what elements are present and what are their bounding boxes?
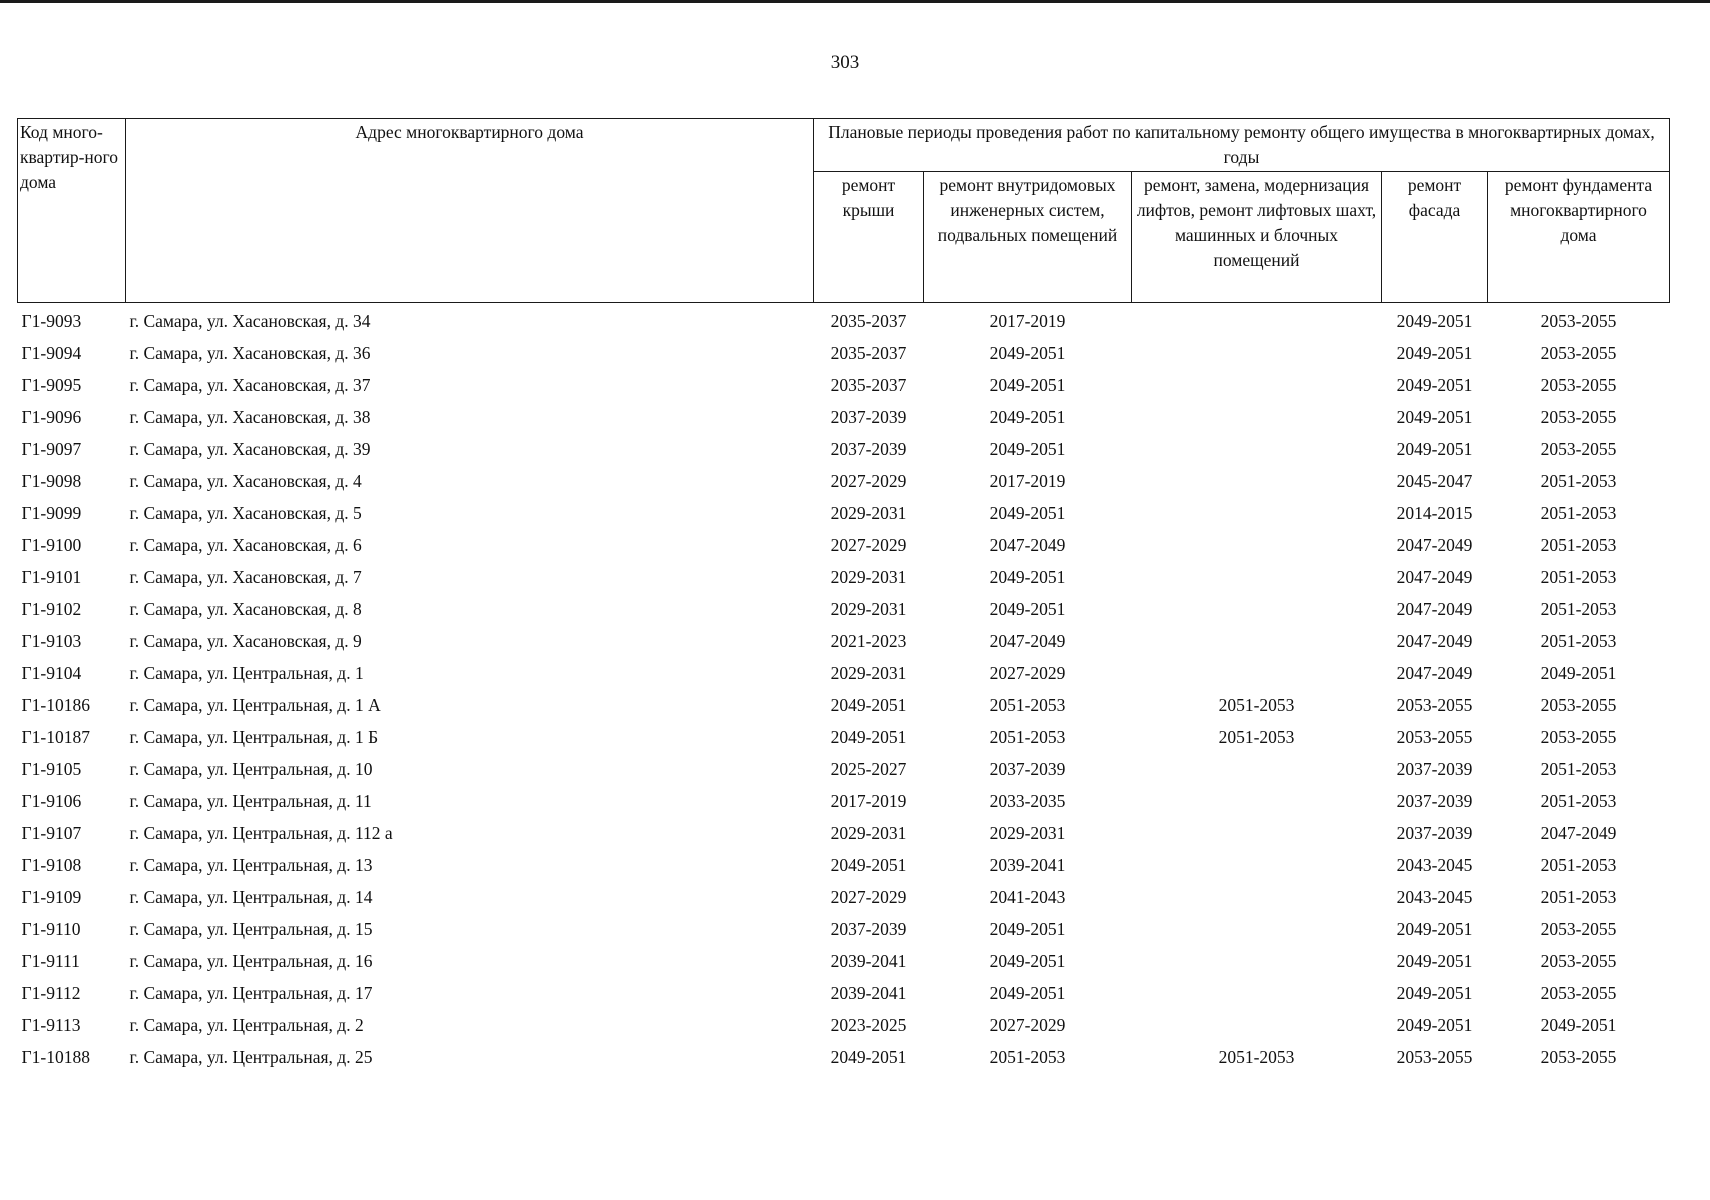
cell-roof: 2027-2029 — [830, 470, 907, 491]
cell-engineering: 2037-2039 — [989, 758, 1066, 779]
header-code: Код много-квартир-ного дома — [18, 119, 126, 303]
cell-foundation: 2051-2053 — [1540, 566, 1617, 587]
cell-address: г. Самара, ул. Центральная, д. 11 — [129, 790, 372, 811]
cell-address: г. Самара, ул. Центральная, д. 1 Б — [129, 726, 379, 747]
table-row — [18, 849, 1670, 881]
cell-address: г. Самара, ул. Хасановская, д. 6 — [129, 534, 362, 555]
repair-schedule-table — [17, 118, 1670, 1073]
cell-foundation: 2051-2053 — [1540, 598, 1617, 619]
cell-lifts — [1132, 401, 1382, 433]
cell-roof: 2027-2029 — [830, 534, 907, 555]
cell-roof: 2029-2031 — [830, 502, 907, 523]
cell-foundation: 2053-2055 — [1540, 342, 1617, 363]
cell-code: Г1-9096 — [21, 406, 82, 427]
cell-address: г. Самара, ул. Хасановская, д. 38 — [129, 406, 371, 427]
cell-engineering: 2029-2031 — [989, 822, 1066, 843]
cell-foundation: 2051-2053 — [1540, 534, 1617, 555]
cell-engineering: 2047-2049 — [989, 534, 1066, 555]
table-row — [18, 913, 1670, 945]
header-foundation: ремонт фундамента многоквартирного дома — [1488, 172, 1670, 303]
header-lifts: ремонт, замена, модернизация лифтов, ремонт лифтовых шахт, машинных и блочных помещений — [1132, 172, 1382, 303]
table-row — [18, 657, 1670, 689]
cell-facade: 2043-2045 — [1396, 886, 1473, 907]
cell-lifts — [1132, 753, 1382, 785]
cell-roof: 2035-2037 — [830, 342, 907, 363]
cell-code: Г1-9098 — [21, 470, 82, 491]
cell-code: Г1-9101 — [21, 566, 82, 587]
cell-lifts — [1132, 337, 1382, 369]
cell-foundation: 2053-2055 — [1540, 1046, 1617, 1067]
cell-facade: 2049-2051 — [1396, 438, 1473, 459]
cell-roof: 2049-2051 — [830, 854, 907, 875]
cell-lifts — [1132, 881, 1382, 913]
cell-lifts: 2051-2053 — [1218, 694, 1295, 715]
cell-engineering: 2047-2049 — [989, 630, 1066, 651]
table-row — [18, 1009, 1670, 1041]
cell-address: г. Самара, ул. Центральная, д. 1 — [129, 662, 364, 683]
table-header — [18, 119, 1670, 303]
cell-roof: 2023-2025 — [830, 1014, 907, 1035]
cell-foundation: 2053-2055 — [1540, 726, 1617, 747]
cell-foundation: 2053-2055 — [1540, 950, 1617, 971]
cell-code: Г1-10188 — [21, 1046, 90, 1067]
cell-facade: 2049-2051 — [1396, 374, 1473, 395]
cell-code: Г1-9109 — [21, 886, 82, 907]
cell-engineering: 2039-2041 — [989, 854, 1066, 875]
cell-code: Г1-9095 — [21, 374, 82, 395]
cell-address: г. Самара, ул. Хасановская, д. 8 — [129, 598, 362, 619]
cell-foundation: 2051-2053 — [1540, 854, 1617, 875]
cell-engineering: 2051-2053 — [989, 1046, 1066, 1067]
cell-roof: 2029-2031 — [830, 566, 907, 587]
cell-foundation: 2053-2055 — [1540, 438, 1617, 459]
cell-address: г. Самара, ул. Центральная, д. 2 — [129, 1014, 364, 1035]
cell-engineering: 2049-2051 — [989, 342, 1066, 363]
header-facade: ремонт фасада — [1382, 172, 1488, 303]
cell-foundation: 2053-2055 — [1540, 694, 1617, 715]
cell-roof: 2039-2041 — [830, 982, 907, 1003]
cell-address: г. Самара, ул. Хасановская, д. 36 — [129, 342, 371, 363]
cell-address: г. Самара, ул. Центральная, д. 16 — [129, 950, 373, 971]
cell-roof: 2021-2023 — [830, 630, 907, 651]
cell-code: Г1-9105 — [21, 758, 82, 779]
cell-facade: 2043-2045 — [1396, 854, 1473, 875]
cell-address: г. Самара, ул. Центральная, д. 10 — [129, 758, 373, 779]
cell-facade: 2053-2055 — [1396, 694, 1473, 715]
header-address: Адрес многоквартирного дома — [126, 119, 814, 303]
cell-lifts — [1132, 497, 1382, 529]
cell-engineering: 2049-2051 — [989, 918, 1066, 939]
cell-lifts — [1132, 433, 1382, 465]
cell-facade: 2037-2039 — [1396, 790, 1473, 811]
cell-code: Г1-9106 — [21, 790, 82, 811]
cell-facade: 2049-2051 — [1396, 950, 1473, 971]
cell-roof: 2029-2031 — [830, 822, 907, 843]
cell-lifts — [1132, 945, 1382, 977]
table-row — [18, 433, 1670, 465]
cell-foundation: 2051-2053 — [1540, 630, 1617, 651]
cell-lifts — [1132, 561, 1382, 593]
cell-roof: 2037-2039 — [830, 438, 907, 459]
cell-roof: 2017-2019 — [830, 790, 907, 811]
cell-facade: 2045-2047 — [1396, 470, 1473, 491]
cell-roof: 2037-2039 — [830, 406, 907, 427]
table-row — [18, 625, 1670, 657]
cell-code: Г1-9110 — [21, 918, 81, 939]
header-engineering: ремонт внутридомовых инженерных систем, подвальных помещений — [924, 172, 1132, 303]
cell-roof: 2039-2041 — [830, 950, 907, 971]
cell-code: Г1-9093 — [21, 310, 82, 331]
cell-code: Г1-9111 — [21, 950, 80, 971]
cell-roof: 2025-2027 — [830, 758, 907, 779]
cell-address: г. Самара, ул. Хасановская, д. 39 — [129, 438, 371, 459]
cell-facade: 2053-2055 — [1396, 726, 1473, 747]
table-row — [18, 785, 1670, 817]
cell-code: Г1-9104 — [21, 662, 82, 683]
cell-address: г. Самара, ул. Хасановская, д. 9 — [129, 630, 362, 651]
cell-engineering: 2049-2051 — [989, 982, 1066, 1003]
cell-facade: 2047-2049 — [1396, 566, 1473, 587]
table-row — [18, 1041, 1670, 1073]
cell-address: г. Самара, ул. Центральная, д. 17 — [129, 982, 373, 1003]
cell-engineering: 2049-2051 — [989, 406, 1066, 427]
page-number: 303 — [830, 52, 860, 73]
cell-lifts — [1132, 593, 1382, 625]
cell-lifts — [1132, 369, 1382, 401]
cell-foundation: 2053-2055 — [1540, 406, 1617, 427]
cell-code: Г1-9107 — [21, 822, 82, 843]
cell-lifts — [1132, 625, 1382, 657]
cell-address: г. Самара, ул. Центральная, д. 13 — [129, 854, 373, 875]
cell-code: Г1-9099 — [21, 502, 82, 523]
cell-roof: 2035-2037 — [830, 374, 907, 395]
table-row — [18, 561, 1670, 593]
table-row — [18, 689, 1670, 721]
table-row — [18, 465, 1670, 497]
table-row — [18, 497, 1670, 529]
table-body — [18, 303, 1670, 1074]
cell-roof: 2049-2051 — [830, 1046, 907, 1067]
cell-facade: 2053-2055 — [1396, 1046, 1473, 1067]
cell-facade: 2014-2015 — [1396, 502, 1473, 523]
cell-roof: 2035-2037 — [830, 310, 907, 331]
cell-code: Г1-9094 — [21, 342, 82, 363]
cell-facade: 2049-2051 — [1396, 406, 1473, 427]
cell-code: Г1-9100 — [21, 534, 82, 555]
table-row — [18, 817, 1670, 849]
cell-foundation: 2053-2055 — [1540, 982, 1617, 1003]
cell-address: г. Самара, ул. Хасановская, д. 4 — [129, 470, 362, 491]
cell-code: Г1-10187 — [21, 726, 90, 747]
cell-address: г. Самара, ул. Хасановская, д. 37 — [129, 374, 371, 395]
cell-facade: 2047-2049 — [1396, 662, 1473, 683]
cell-address: г. Самара, ул. Хасановская, д. 7 — [129, 566, 362, 587]
cell-lifts — [1132, 977, 1382, 1009]
cell-engineering: 2049-2051 — [989, 598, 1066, 619]
cell-lifts: 2051-2053 — [1218, 1046, 1295, 1067]
cell-roof: 2037-2039 — [830, 918, 907, 939]
cell-roof: 2029-2031 — [830, 598, 907, 619]
cell-facade: 2049-2051 — [1396, 310, 1473, 331]
cell-facade: 2037-2039 — [1396, 758, 1473, 779]
cell-code: Г1-9097 — [21, 438, 82, 459]
cell-facade: 2049-2051 — [1396, 1014, 1473, 1035]
table-row — [18, 401, 1670, 433]
cell-roof: 2049-2051 — [830, 726, 907, 747]
cell-engineering: 2051-2053 — [989, 694, 1066, 715]
cell-facade: 2049-2051 — [1396, 918, 1473, 939]
cell-lifts — [1132, 529, 1382, 561]
cell-facade: 2049-2051 — [1396, 982, 1473, 1003]
cell-facade: 2047-2049 — [1396, 630, 1473, 651]
cell-foundation: 2053-2055 — [1540, 310, 1617, 331]
cell-engineering: 2049-2051 — [989, 374, 1066, 395]
table-row — [18, 303, 1670, 338]
cell-address: г. Самара, ул. Центральная, д. 14 — [129, 886, 373, 907]
cell-code: Г1-9108 — [21, 854, 82, 875]
cell-lifts — [1132, 465, 1382, 497]
cell-code: Г1-9112 — [21, 982, 81, 1003]
table-row — [18, 753, 1670, 785]
cell-engineering: 2049-2051 — [989, 502, 1066, 523]
cell-foundation: 2047-2049 — [1540, 822, 1617, 843]
table-row — [18, 337, 1670, 369]
cell-engineering: 2033-2035 — [989, 790, 1066, 811]
cell-code: Г1-9103 — [21, 630, 82, 651]
cell-lifts — [1132, 785, 1382, 817]
header-roof: ремонт крыши — [814, 172, 924, 303]
cell-engineering: 2051-2053 — [989, 726, 1066, 747]
table-row — [18, 945, 1670, 977]
table-row — [18, 881, 1670, 913]
cell-address: г. Самара, ул. Хасановская, д. 34 — [129, 310, 371, 331]
table-row — [18, 529, 1670, 561]
cell-engineering: 2041-2043 — [989, 886, 1066, 907]
table-row — [18, 977, 1670, 1009]
header-planned-periods: Плановые периоды проведения работ по капитальному ремонту общего имущества в многоквартирных домах, годы — [814, 119, 1670, 172]
cell-facade: 2047-2049 — [1396, 534, 1473, 555]
cell-address: г. Самара, ул. Центральная, д. 15 — [129, 918, 373, 939]
cell-engineering: 2017-2019 — [989, 470, 1066, 491]
cell-foundation: 2051-2053 — [1540, 790, 1617, 811]
cell-code: Г1-10186 — [21, 694, 90, 715]
cell-foundation: 2053-2055 — [1540, 374, 1617, 395]
cell-facade: 2049-2051 — [1396, 342, 1473, 363]
cell-roof: 2029-2031 — [830, 662, 907, 683]
cell-lifts — [1132, 849, 1382, 881]
cell-code: Г1-9113 — [21, 1014, 81, 1035]
cell-address: г. Самара, ул. Центральная, д. 1 А — [129, 694, 381, 715]
cell-engineering: 2017-2019 — [989, 310, 1066, 331]
cell-lifts — [1132, 913, 1382, 945]
cell-address: г. Самара, ул. Центральная, д. 25 — [129, 1046, 373, 1067]
cell-engineering: 2027-2029 — [989, 662, 1066, 683]
cell-roof: 2049-2051 — [830, 694, 907, 715]
table-row — [18, 369, 1670, 401]
cell-foundation: 2049-2051 — [1540, 1014, 1617, 1035]
cell-lifts — [1132, 1009, 1382, 1041]
cell-lifts — [1132, 657, 1382, 689]
cell-engineering: 2027-2029 — [989, 1014, 1066, 1035]
cell-foundation: 2051-2053 — [1540, 470, 1617, 491]
cell-address: г. Самара, ул. Центральная, д. 112 а — [129, 822, 393, 843]
cell-engineering: 2049-2051 — [989, 566, 1066, 587]
cell-address: г. Самара, ул. Хасановская, д. 5 — [129, 502, 362, 523]
cell-foundation: 2049-2051 — [1540, 662, 1617, 683]
cell-lifts: 2051-2053 — [1218, 726, 1295, 747]
cell-engineering: 2049-2051 — [989, 950, 1066, 971]
cell-facade: 2047-2049 — [1396, 598, 1473, 619]
cell-lifts — [1132, 303, 1382, 338]
top-rule — [0, 0, 1710, 3]
cell-code: Г1-9102 — [21, 598, 82, 619]
cell-foundation: 2053-2055 — [1540, 918, 1617, 939]
cell-foundation: 2051-2053 — [1540, 502, 1617, 523]
cell-foundation: 2051-2053 — [1540, 758, 1617, 779]
cell-lifts — [1132, 817, 1382, 849]
table-row — [18, 721, 1670, 753]
cell-facade: 2037-2039 — [1396, 822, 1473, 843]
cell-foundation: 2051-2053 — [1540, 886, 1617, 907]
cell-engineering: 2049-2051 — [989, 438, 1066, 459]
cell-roof: 2027-2029 — [830, 886, 907, 907]
table-row — [18, 593, 1670, 625]
